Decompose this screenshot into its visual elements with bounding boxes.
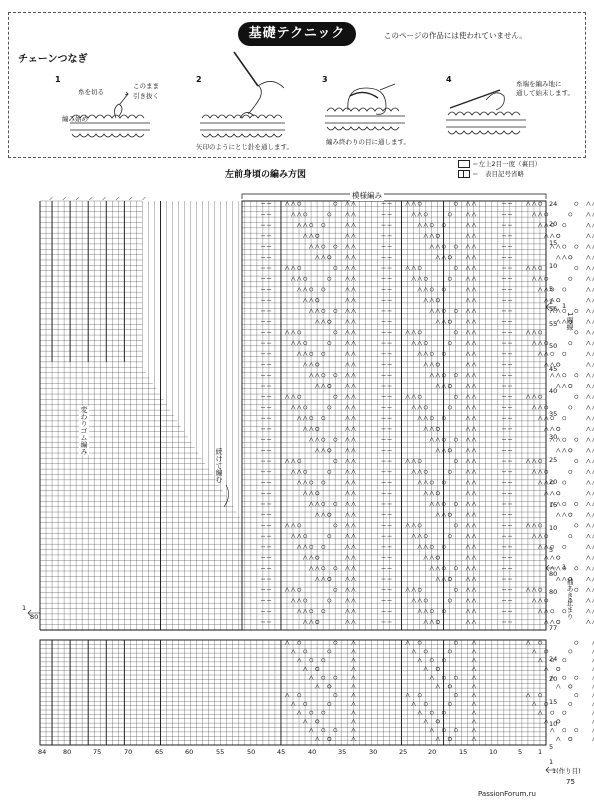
row-label: 10 [549, 720, 558, 728]
technique-title: 基礎テクニック [238, 22, 356, 46]
row-label: 40 [549, 387, 558, 395]
armhole-label: 袖あき止まり [566, 578, 574, 620]
decrease-mark [103, 197, 106, 200]
row-label: 35 [549, 410, 558, 418]
chain-join-title: チェーンつなぎ [18, 54, 88, 65]
cast-on-label: 1(作り目) [552, 767, 581, 775]
row-label: 80 [549, 588, 558, 596]
step-2-note: 矢印のようにとじ針を通します。 [196, 143, 293, 151]
x-tick: 30 [369, 748, 378, 756]
left-marker-num: 1 [22, 604, 27, 612]
row-label: 20 [549, 220, 558, 228]
row-label: 77 [549, 624, 558, 632]
step-3-number: 3 [322, 75, 328, 84]
step-1-note: 引き抜く [133, 92, 159, 100]
row-label: 15 [549, 501, 558, 509]
continue-label: 続けて編む [215, 448, 223, 483]
step-1-note: このまま [133, 82, 159, 90]
decrease-mark [129, 197, 132, 200]
step-1-note: 糸を切る [78, 88, 104, 96]
row-label: 80 [549, 570, 558, 578]
row-label: 5 [549, 743, 554, 751]
row-label: 30 [549, 433, 558, 441]
chart-title: 左前身頃の編み方図 [225, 170, 307, 180]
row-label: 1 [562, 563, 567, 571]
row-label: 45 [549, 365, 558, 373]
x-tick: 50 [247, 748, 256, 756]
row-label: 24 [549, 655, 558, 663]
legend-item-decrease: ＝左上2目一度（裏目） [458, 159, 541, 169]
step-4-number: 4 [446, 75, 452, 84]
x-tick: 35 [338, 748, 347, 756]
x-tick: 25 [399, 748, 408, 756]
row-label: 20 [549, 478, 558, 486]
x-tick: 5 [518, 748, 523, 756]
page-number: 75 [566, 778, 575, 786]
x-tick: 40 [308, 748, 317, 756]
step-1-number: 1 [55, 75, 61, 84]
x-tick: 1 [538, 748, 543, 756]
pattern-bracket [242, 194, 546, 199]
x-tick: 45 [277, 748, 286, 756]
decrease-mark [49, 197, 52, 200]
row-label: 5 [549, 285, 554, 293]
rib-label: 変わりゴム編み [80, 406, 88, 455]
pattern-label: 模様編み [352, 191, 382, 200]
step-4-note: 通して始末します。 [516, 89, 574, 97]
watermark: PassionForum.ru [478, 790, 536, 798]
decrease-mark [116, 197, 119, 200]
chart-grid [40, 201, 546, 745]
x-tick: 70 [124, 748, 133, 756]
x-tick: 55 [216, 748, 225, 756]
row-label: 15 [549, 698, 558, 706]
step-2-number: 2 [196, 75, 202, 84]
row-label: 50 [549, 342, 558, 350]
row-label: 55 [549, 320, 558, 328]
row-label: 1 [549, 758, 554, 766]
row-label: 10 [549, 524, 558, 532]
decrease-mark [63, 197, 66, 200]
step-3-note: 編み終わりの目に通します。 [326, 138, 410, 146]
row-label: 56 [549, 305, 558, 313]
step-1-note: 編み始め [62, 115, 88, 123]
row-label: 5 [549, 546, 554, 554]
x-tick: 20 [428, 748, 437, 756]
row-label: 25 [549, 456, 558, 464]
row-label: 2 [549, 298, 554, 306]
x-tick: 10 [489, 748, 498, 756]
row-label: 15 [549, 239, 558, 247]
decrease-mark [142, 197, 145, 200]
row-label: 10 [549, 262, 558, 270]
row-label: 24 [549, 200, 558, 208]
legend-item-knit: ＝ 表目記号省略 [458, 169, 541, 179]
two-rows-label: 1両線 [566, 312, 574, 331]
x-tick: 75 [93, 748, 102, 756]
technique-note: このページの作品には使われていません。 [384, 31, 527, 40]
decrease-mark [89, 197, 92, 200]
row-label: 1 [562, 302, 567, 310]
row-label: 20 [549, 675, 558, 683]
x-tick: 80 [63, 748, 72, 756]
x-tick: 60 [185, 748, 194, 756]
step-4-note: 糸端を編み地に [516, 80, 562, 88]
x-tick: 15 [459, 748, 468, 756]
x-tick: 84 [38, 748, 47, 756]
left-marker-row: 80 [30, 613, 39, 621]
x-tick: 65 [155, 748, 164, 756]
decrease-mark [76, 197, 79, 200]
